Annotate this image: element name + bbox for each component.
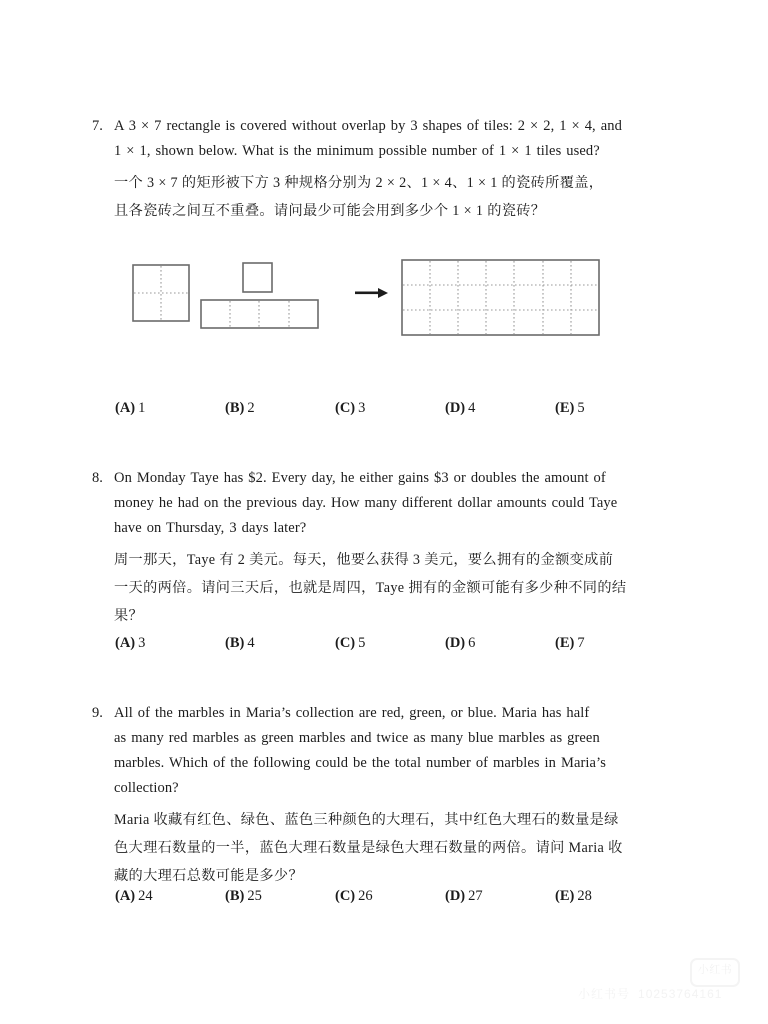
choice-c-value: 3 xyxy=(358,400,366,416)
problem-9-zh-line-1: Maria 收藏有红色、绿色、蓝色三种颜色的大理石，其中红色大理石的数量是绿 xyxy=(114,812,619,828)
problem-7-statement-zh xyxy=(114,169,692,225)
choice-e-label: (E) xyxy=(555,635,575,651)
problem-8-choice-b[interactable] xyxy=(225,633,335,653)
right-arrow-icon xyxy=(355,288,388,298)
problem-9-statement-zh xyxy=(114,806,692,890)
choice-a-value: 3 xyxy=(138,635,146,651)
choice-c-label: (C) xyxy=(335,888,356,904)
problem-7-choice-c[interactable] xyxy=(335,398,445,418)
problem-7-zh-line-1: 一个 3 × 7 的矩形被下方 3 种规格分别为 2 × 2、1 × 4、1 × 1 的瓷砖所覆盖， xyxy=(114,175,604,191)
problem-9-statement-en xyxy=(114,701,692,801)
problem-8-zh-line-2: 一天的两倍。请问三天后，也就是周四，Taye 拥有的金额可能有多少种不同的结 xyxy=(114,580,627,596)
problem-9-zh-line-2: 色大理石数量的一半，蓝色大理石数量是绿色大理石数量的两倍。请问 Maria 收 xyxy=(114,840,623,856)
problem-8-choice-c[interactable] xyxy=(335,633,445,653)
tile-1x4-outline xyxy=(201,300,318,328)
target-rectangle-outline xyxy=(402,260,599,335)
choice-b-value: 4 xyxy=(247,635,255,651)
problem-7 xyxy=(92,114,692,225)
choice-d-value: 6 xyxy=(468,635,476,651)
choice-e-label: (E) xyxy=(555,888,575,904)
choice-d-value: 4 xyxy=(468,400,476,416)
problem-8-number: 8. xyxy=(92,470,103,486)
problem-7-zh-line-2: 且各瓷砖之间互不重叠。请问最少可能会用到多少个 1 × 1 的瓷砖？ xyxy=(114,203,546,219)
problem-8-choice-d[interactable] xyxy=(445,633,555,653)
tile-1x1-outline xyxy=(243,263,272,292)
problem-8-en-line-2: money he had on the previous day. How many different dollar amounts could Taye xyxy=(114,495,618,511)
problem-9-en-line-4: collection? xyxy=(114,780,179,796)
choice-c-value: 5 xyxy=(358,635,366,651)
problem-7-choice-b[interactable] xyxy=(225,398,335,418)
watermark-id: 10253764161 xyxy=(638,987,723,1001)
problem-8-choice-a[interactable] xyxy=(115,633,225,653)
choice-c-value: 26 xyxy=(358,888,373,904)
problem-7-statement-en xyxy=(114,114,692,164)
choice-c-label: (C) xyxy=(335,400,356,416)
choice-e-value: 5 xyxy=(577,400,585,416)
problem-9-en-line-3: marbles. Which of the following could be the total number of marbles in Maria’s xyxy=(114,755,606,771)
problem-9-en-line-1: All of the marbles in Maria’s collection are red, green, or blue. Maria has half xyxy=(114,705,590,721)
choice-a-label: (A) xyxy=(115,635,136,651)
choice-a-label: (A) xyxy=(115,888,136,904)
choice-c-label: (C) xyxy=(335,635,356,651)
choice-a-label: (A) xyxy=(115,400,136,416)
watermark-label: 小红书号 xyxy=(578,987,631,1001)
problem-9 xyxy=(92,701,692,890)
choice-d-label: (D) xyxy=(445,400,466,416)
problem-9-zh-line-3: 藏的大理石总数可能是多少？ xyxy=(114,868,303,884)
problem-9-choice-d[interactable] xyxy=(445,886,555,906)
problem-7-choice-d[interactable] xyxy=(445,398,555,418)
problem-8-zh-line-1: 周一那天，Taye 有 2 美元。每天，他要么获得 3 美元，要么拥有的金额变成前 xyxy=(114,552,614,568)
problem-8-statement-zh xyxy=(114,546,692,630)
problem-8-en-line-1: On Monday Taye has $2. Every day, he either gains $3 or doubles the amount of xyxy=(114,470,606,486)
problem-7-choice-e[interactable] xyxy=(555,398,665,418)
choice-b-label: (B) xyxy=(225,400,245,416)
problem-9-choice-a[interactable] xyxy=(115,886,225,906)
problem-9-choices xyxy=(115,886,665,906)
choice-b-label: (B) xyxy=(225,635,245,651)
watermark-logo: 小红书 xyxy=(690,958,740,987)
problem-8-zh-line-3: 果？ xyxy=(114,608,144,624)
problem-9-choice-e[interactable] xyxy=(555,886,665,906)
choice-b-label: (B) xyxy=(225,888,245,904)
problem-8 xyxy=(92,466,692,630)
choice-b-value: 25 xyxy=(247,888,262,904)
choice-e-value: 7 xyxy=(577,635,585,651)
problem-7-choices xyxy=(115,398,665,418)
problem-9-en-line-2: as many red marbles as green marbles and twice as many blue marbles as green xyxy=(114,730,600,746)
problem-8-choice-e[interactable] xyxy=(555,633,665,653)
problem-7-number: 7. xyxy=(92,118,103,134)
tile-2x2-outline xyxy=(133,265,189,321)
choice-e-value: 28 xyxy=(577,888,592,904)
choice-b-value: 2 xyxy=(247,400,255,416)
choice-a-value: 1 xyxy=(138,400,146,416)
watermark-caption xyxy=(578,985,722,1002)
choice-e-label: (E) xyxy=(555,400,575,416)
problem-8-en-line-3: have on Thursday, 3 days later? xyxy=(114,520,307,536)
problem-9-choice-c[interactable] xyxy=(335,886,445,906)
problem-8-choices xyxy=(115,633,665,653)
choice-d-label: (D) xyxy=(445,635,466,651)
problem-7-en-line-2: 1 × 1, shown below. What is the minimum possible number of 1 × 1 tiles used? xyxy=(114,143,600,159)
choice-a-value: 24 xyxy=(138,888,153,904)
choice-d-label: (D) xyxy=(445,888,466,904)
problem-8-statement-en xyxy=(114,466,692,541)
problem-7-choice-a[interactable] xyxy=(115,398,225,418)
choice-d-value: 27 xyxy=(468,888,483,904)
problem-7-en-line-1: A 3 × 7 rectangle is covered without overlap by 3 shapes of tiles: 2 × 2, 1 × 4, and xyxy=(114,118,622,134)
problem-9-choice-b[interactable] xyxy=(225,886,335,906)
problem-9-number: 9. xyxy=(92,705,103,721)
